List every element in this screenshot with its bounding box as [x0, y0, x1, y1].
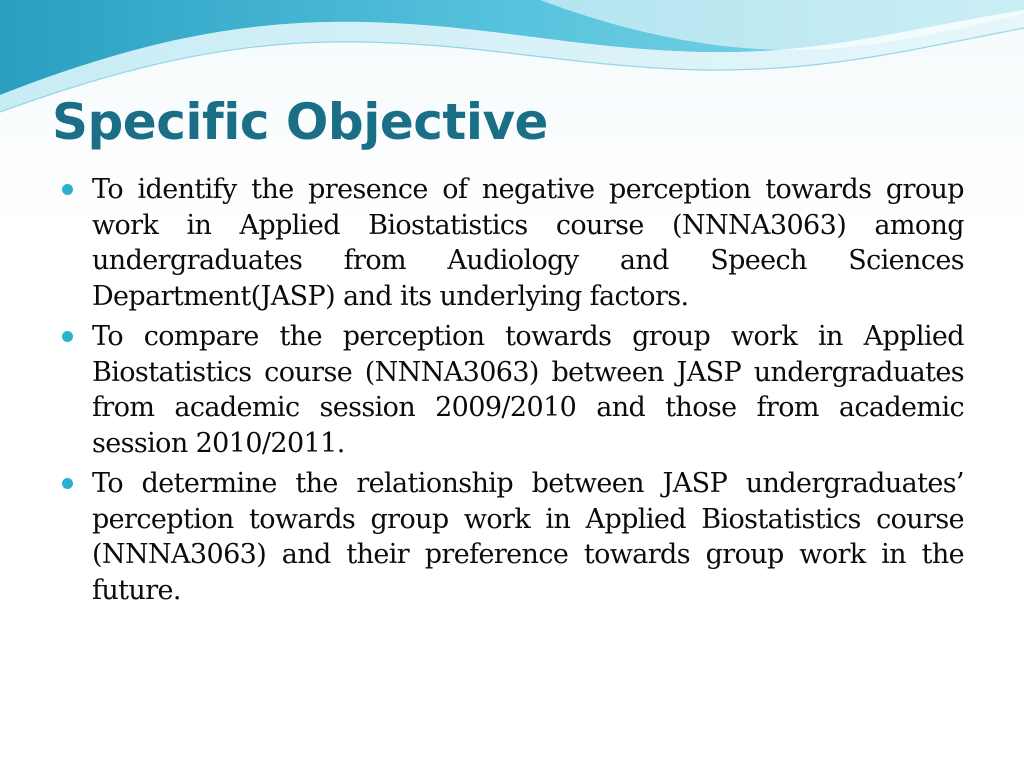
objectives-list	[60, 172, 964, 608]
objectives-list-container	[60, 172, 964, 613]
objective-text: To compare the perception towards group work in Applied Biostatistics course (NNNA3063) between JASP undergraduates from academic session 2009/2010 and those from academic session 2010/2011.	[92, 321, 964, 459]
bullet-dot-icon	[62, 478, 73, 489]
objective-item-2	[60, 319, 964, 461]
bullet-dot-icon	[62, 184, 73, 195]
slide-title: Specific Objective	[52, 93, 548, 151]
objective-item-3	[60, 466, 964, 608]
objective-text: To determine the relationship between JASP undergraduates’ perception towards group work in Applied Biostatistics course (NNNA3063) and their preference towards group work in the future.	[92, 468, 964, 606]
objective-item-1	[60, 172, 964, 314]
bullet-dot-icon	[62, 331, 73, 342]
objective-text: To identify the presence of negative perception towards group work in Applied Biostatistics course (NNNA3063) among undergraduates from Audiology and Speech Sciences Department(JASP) and its underlying factors.	[92, 174, 964, 312]
